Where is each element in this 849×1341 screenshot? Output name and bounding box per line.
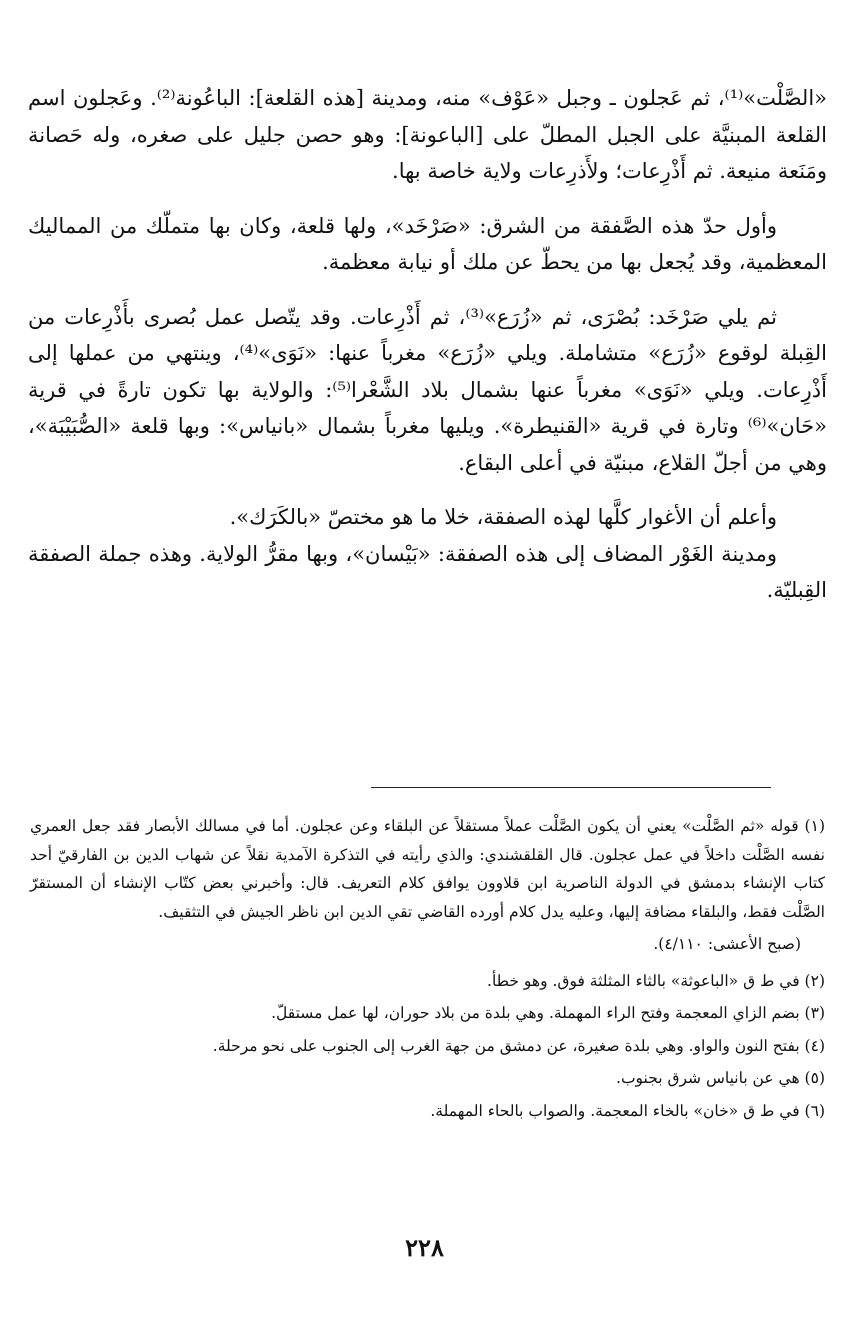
page-number: ٢٢٨ [405,1233,444,1262]
paragraph-baysan: ومدينة الغَوْر المضاف إلى هذه الصفقة: «بَيْسان»، وبها مقرُّ الولاية. وهذه جملة الصفقة القِبليّة. [28,541,827,602]
footnote-1-reference: (صبح الأعشى: ٤/١١٠). [653,935,801,953]
footnotes [30,812,825,1129]
footnote-2: (٢) في ط ق «الباعوثة» بالثاء المثلثة فوق. وهو خطأ. [487,971,825,990]
footnote-3: (٣) بضم الزاي المعجمة وفتح الراء المهملة. وهي بلدة من بلاد حوران، لها عمل مستقلّ. [271,1004,825,1022]
footnote-4: (٤) بفتح النون والواو. وهي بلدة صغيرة، عن دمشق من جهة الغرب إلى الجنوب على نحو مرحلة. [212,1036,825,1055]
footnote-6: (٦) في ط ق «خان» بالخاء المعجمة. والصواب بالحاء المهملة. [430,1101,825,1120]
main-text [28,80,827,609]
paragraph-busra: ثم يلي صَرْخَد: بُصْرَى، ثم «زُرَع»⁽³⁾، ثم أَذْرِعات. وقد يتّصل عمل بُصرى بأَذْرِعات من القِبلة لوقوع «زُرَع» متشاملة. ويلي «زُرَع» مغرباً عنها: «نَوَى»⁽⁴⁾، وينتهي من عملها إلى أَذْرِعات. ويلي «نَوَى» مغرباً عنها بشمال بلاد الشَّعْرا⁽⁵⁾: والولاية بها تكون تارةً في قرية «حَان»⁽⁶⁾ وتارة في قرية «القنيطرة». ويليها مغرباً بشمال «بانياس»: وبها قلعة «الصُّبَيْبَة»، وهي من أجلّ القلاع، مبنيّة في أعلى البقاع. [28,304,828,475]
footnote-1: (١) قوله «ثم الصَّلْت» يعني أن يكون الصَّلْت عملاً مستقلاً عن البلقاء وعن عجلون. أما في مسالك الأبصار فقد جعل العمري نفسه الصَّلْت داخلاً في عمل عجلون. قال القلقشندي: والذي رأيته في التذكرة الآمدية نقلاً عن شهاب الدين بن الفارقيّ أحد كتاب الإنشاء بدمشق في الدولة الناصرية ابن قلاوون يوافق كلام التعريف. قال: وأخبرني بعض كتّاب الإنشاء أن المستقرّ الصَّلْت فقط، والبلقاء مضافة إليها، وعليه يدل كلام أورده القاضي تقي الدين ابن ناظر الجيش في التثقيف. [30,817,825,921]
paragraph-aghwar: وأعلم أن الأغوار كلَّها لهذه الصفقة، خلا ما هو مختصّ «بالكَرَك». [229,505,777,529]
paragraph-sarkhad: وأول حدّ هذه الصَّفقة من الشرق: «صَرْخَد»، ولها قلعة، وكان بها متملّك من المماليك المعظمية، وقد يُجعل بها من يحطّ عن ملك أو نيابة معظمة. [28,213,827,274]
footnote-divider [371,787,771,788]
paragraph-ajloun: «الصَّلْت»⁽¹⁾، ثم عَجلون ـ وجبل «عَوْف» منه، ومدينة [هذه القلعة]: الباعُونة⁽²⁾. وعَجلون اسم القلعة المبنيَّة على الجبل المطلّ على [الباعونة]: وهو حصن جليل على صغره، وله حَصانة ومَنَعة منيعة. ثم أَذْرِعات؛ ولأَذرِعات ولاية خاصة بها. [28,86,827,183]
footnote-5: (٥) هي عن بانياس شرق بجنوب. [616,1069,825,1087]
